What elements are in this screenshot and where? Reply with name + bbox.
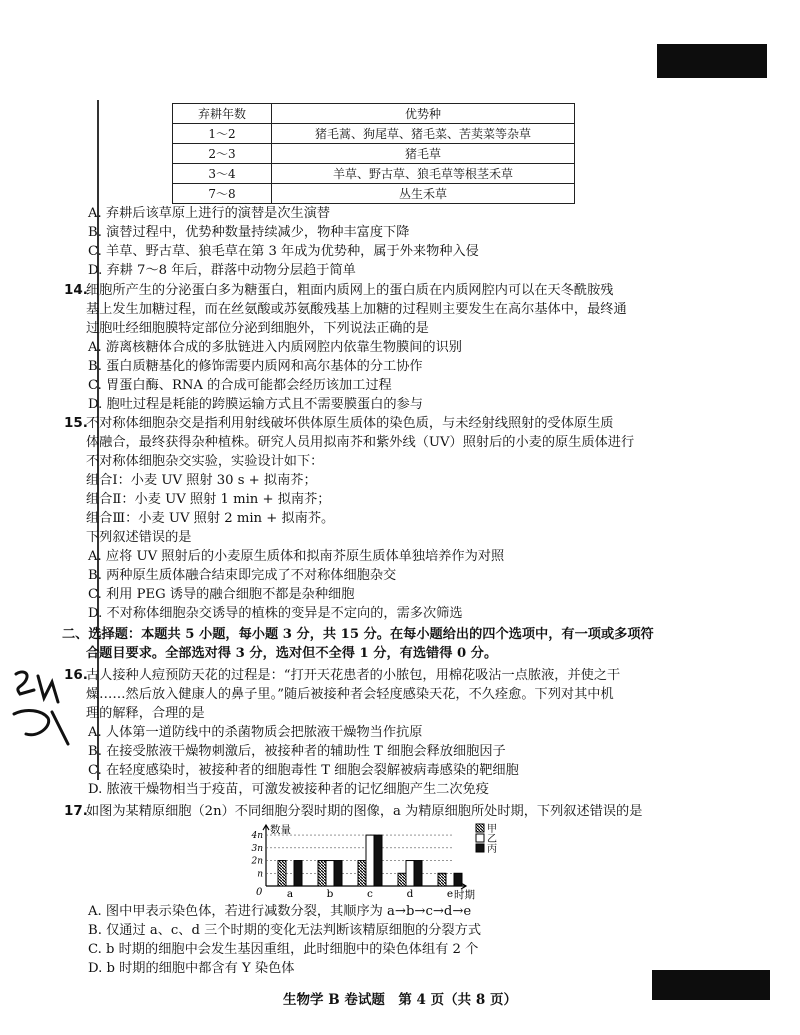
- q15-option-d: D. 不对称体细胞杂交诱导的植株的变异是不定向的，需多次筛选: [88, 606, 463, 621]
- q16-option-a: A. 人体第一道防线中的杀菌物质会把脓液干燥物当作抗原: [88, 725, 423, 740]
- q16-stem-line: 燥……然后放入健康人的鼻子里。”随后被接种者会轻度感染天花，不久痊愈。下列对其中机: [86, 687, 614, 702]
- bar-甲-d: [398, 873, 406, 886]
- page-footer: 生物学 B 卷试题 第 4 页（共 8 页）: [283, 992, 517, 1008]
- bar-甲-e: [438, 873, 446, 886]
- q17-option-a: A. 图中甲表示染色体，若进行减数分裂，其顺序为 a→b→c→d→e: [88, 904, 472, 919]
- q16-option-c: C. 在轻度感染时，被接种者的细胞毒性 T 细胞会裂解被病毒感染的靶细胞: [88, 763, 519, 778]
- y-tick-label: 4n: [251, 831, 263, 842]
- table-cell: 7～8: [173, 184, 272, 204]
- q14-stem-line: 细胞所产生的分泌蛋白多为糖蛋白，粗面内质网上的蛋白质在内质网腔内可以在天冬酰胺残: [86, 283, 614, 298]
- y-tick-label: 2n: [251, 856, 263, 867]
- q14-stem-line: 基上发生加糖过程，而在丝氨酸或苏氨酸残基上加糖的过程则主要发生在高尔基体中，最终通: [86, 302, 627, 317]
- q15-option-a: A. 应将 UV 照射后的小麦原生质体和拟南芥原生质体单独培养作为对照: [88, 549, 505, 564]
- y-tick-label: 3n: [251, 843, 263, 854]
- q14-option-c: C. 胃蛋白酶、RNA 的合成可能都会经历该加工过程: [88, 378, 392, 393]
- q14-option-a: A. 游离核糖体合成的多肽链进入内质网腔内依靠生物膜间的识别: [88, 340, 462, 355]
- q13-option-b: B. 演替过程中，优势种数量持续减少，物种丰富度下降: [88, 225, 410, 240]
- legend-swatch-甲: [476, 824, 484, 832]
- table-cell: 猪毛草: [272, 144, 575, 164]
- bar-丙-e: [454, 873, 462, 886]
- q15-option-b: B. 两种原生质体融合结束即完成了不对称体细胞杂交: [88, 568, 397, 583]
- table-cell: 羊草、野古草、狼毛草等根茎禾草: [272, 164, 575, 184]
- bar-乙-c: [366, 835, 374, 886]
- table-cell: 1～2: [173, 124, 272, 144]
- table-header: 弃耕年数: [173, 104, 272, 124]
- bar-丙-d: [414, 861, 422, 886]
- legend-label: 丙: [487, 844, 497, 855]
- x-tick-label: d: [406, 888, 414, 900]
- table-cell: 猪毛蒿、狗尾草、猪毛菜、苦荬菜等杂草: [272, 124, 575, 144]
- q16-stem-line: 古人接种人痘预防天花的过程是：“打开天花患者的小脓包，用棉花吸沾一点脓液，并使之干: [86, 668, 621, 683]
- table-row: [173, 124, 575, 144]
- table-header-row: [173, 104, 575, 124]
- bar-丙-a: [294, 861, 302, 886]
- x-tick-label: c: [367, 888, 373, 900]
- y-tick-label: n: [257, 869, 263, 880]
- table-cell: 丛生禾草: [272, 184, 575, 204]
- bar-丙-c: [374, 835, 382, 886]
- scan-mark-top-right: [657, 44, 767, 78]
- q14-stem-line: 过胞吐经细胞膜特定部位分泌到细胞外，下列说法正确的是: [86, 321, 429, 336]
- x-tick-label: e: [446, 888, 454, 900]
- q15-group-1: 组合Ⅰ：小麦 UV 照射 30 s + 拟南芥；: [86, 473, 317, 488]
- origin-label: 0: [256, 887, 263, 898]
- bar-乙-b: [326, 861, 334, 886]
- y-axis-label: 数量: [270, 824, 291, 836]
- question-number-15: 15.: [64, 415, 88, 431]
- question-number-17: 17.: [64, 803, 88, 819]
- legend-label: 乙: [487, 834, 497, 845]
- bar-甲-b: [318, 861, 326, 886]
- q17-stem: 如图为某精原细胞（2n）不同细胞分裂时期的图像，a 为精原细胞所处时期，下列叙述错误的是: [86, 804, 643, 819]
- q17-option-c: C. b 时期的细胞中会发生基因重组，此时细胞中的染色体组有 2 个: [88, 942, 479, 957]
- question-number-16: 16.: [64, 667, 88, 683]
- q13-option-a: A. 弃耕后该草原上进行的演替是次生演替: [88, 206, 331, 221]
- table-row: [173, 184, 575, 204]
- q16-option-b: B. 在接受脓液干燥物刺激后，被接种者的辅助性 T 细胞会释放细胞因子: [88, 744, 506, 759]
- table-row: [173, 144, 575, 164]
- q15-group-2: 组合Ⅱ：小麦 UV 照射 1 min + 拟南芥；: [86, 492, 331, 507]
- table-cell: 3～4: [173, 164, 272, 184]
- question-number-14: 14.: [64, 282, 88, 298]
- q16-option-d: D. 脓液干燥物相当于疫苗，可激发被接种者的记忆细胞产生二次免疫: [88, 782, 489, 797]
- bar-乙-d: [406, 861, 414, 886]
- bar-甲-c: [358, 861, 366, 886]
- legend-swatch-丙: [476, 844, 484, 852]
- x-tick-label: b: [326, 888, 334, 900]
- q13-option-c: C. 羊草、野古草、狼毛草在第 3 年成为优势种，属于外来物种入侵: [88, 244, 479, 259]
- q15-stem-line: 体融合，最终获得杂种植株。研究人员用拟南芥和紫外线（UV）照射后的小麦的原生质体进行: [86, 435, 635, 450]
- section-heading-cont: 合题目要求。全部选对得 3 分，选对但不全得 1 分，有选错得 0 分。: [86, 646, 498, 661]
- table-header: 优势种: [272, 104, 575, 124]
- table-row: [173, 164, 575, 184]
- q15-stem-line: 不对称体细胞杂交实验，实验设计如下：: [86, 454, 324, 469]
- q14-option-d: D. 胞吐过程是耗能的跨膜运输方式且不需要膜蛋白的参与: [88, 397, 423, 412]
- bar-甲-a: [278, 861, 286, 886]
- q17-option-d: D. b 时期的细胞中都含有 Y 染色体: [88, 961, 295, 976]
- q15-option-c: C. 利用 PEG 诱导的融合细胞不都是杂种细胞: [88, 587, 355, 602]
- q15-ask: 下列叙述错误的是: [86, 530, 192, 545]
- handwritten-mark: [8, 668, 80, 748]
- x-tick-label: a: [286, 888, 294, 900]
- cell-division-bar-chart: [240, 822, 510, 904]
- x-axis-label: 时期: [454, 889, 475, 901]
- bar-丙-b: [334, 861, 342, 886]
- legend-label: 甲: [487, 824, 497, 835]
- q17-option-b: B. 仅通过 a、c、d 三个时期的变化无法判断该精原细胞的分裂方式: [88, 923, 482, 938]
- q13-option-d: D. 弃耕 7～8 年后，群落中动物分层趋于简单: [88, 263, 356, 278]
- section-heading: 二、选择题：本题共 5 小题，每小题 3 分，共 15 分。在每小题给出的四个选项中，有一项或多项符: [62, 627, 654, 642]
- q15-group-3: 组合Ⅲ：小麦 UV 照射 2 min + 拟南芥。: [86, 511, 335, 526]
- table-cell: 2～3: [173, 144, 272, 164]
- legend-swatch-乙: [476, 834, 484, 842]
- q15-stem-line: 不对称体细胞杂交是指利用射线破坏供体原生质体的染色质，与未经射线照射的受体原生质: [86, 416, 614, 431]
- succession-table: [172, 103, 575, 204]
- q14-option-b: B. 蛋白质糖基化的修饰需要内质网和高尔基体的分工协作: [88, 359, 423, 374]
- q16-stem-line: 理的解释，合理的是: [86, 706, 205, 721]
